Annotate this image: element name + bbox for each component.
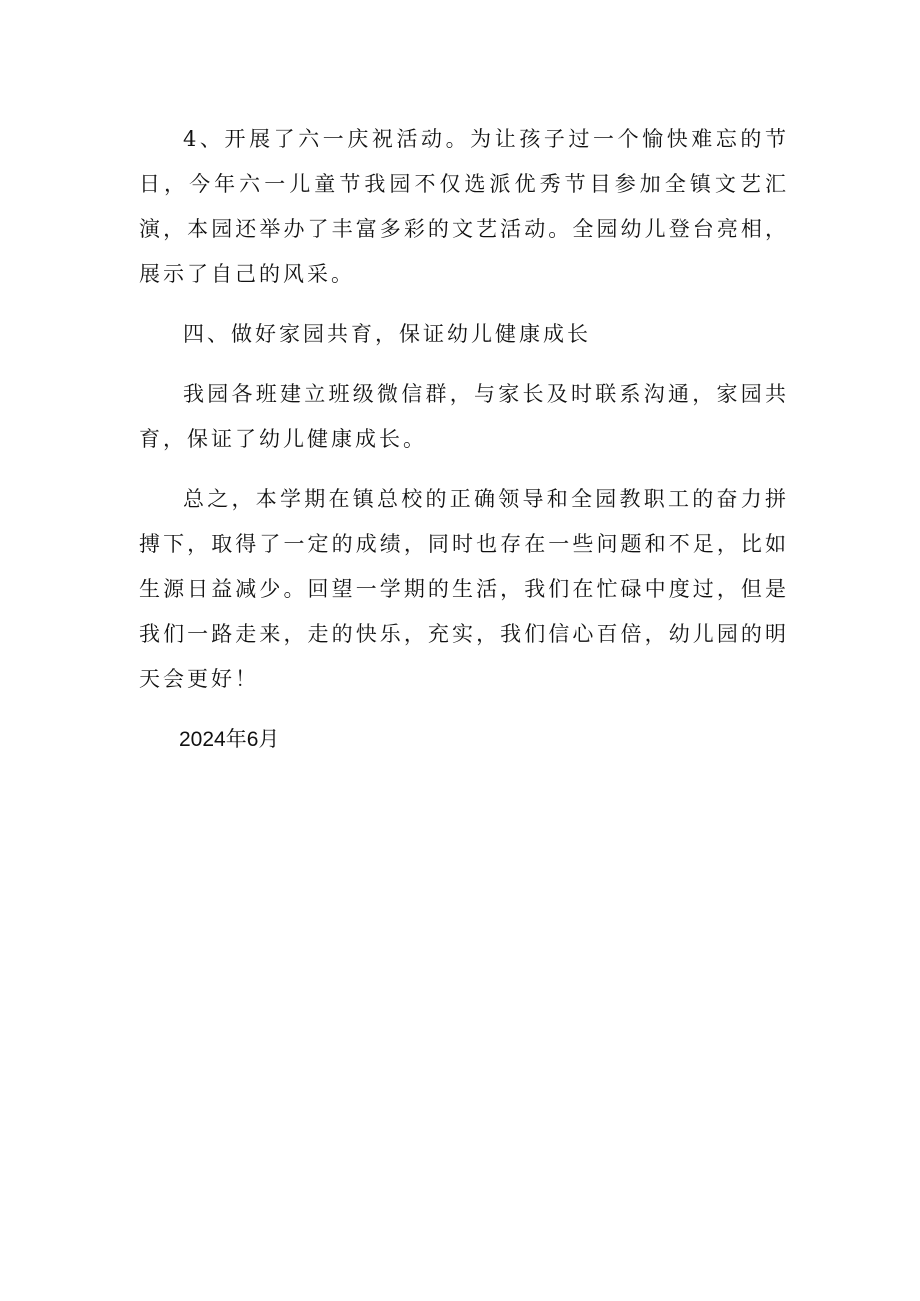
document-date: 2024年6月 bbox=[179, 728, 280, 751]
paragraph-summary: 总之，本学期在镇总校的正确领导和全园教职工的奋力拼搏下，取得了一定的成绩，同时也存在一些问题和不足，比如生源日益减少。回望一学期的生活，我们在忙碌中度过，但是我们一路走来，走的快乐，充实，我们信心百倍，幼儿园的明天会更好！ bbox=[139, 487, 789, 691]
paragraph-activity: 4、开展了六一庆祝活动。为让孩子过一个愉快难忘的节日，今年六一儿童节我园不仅选派优秀节目参加全镇文艺汇演，本园还举办了丰富多彩的文艺活动。全园幼儿登台亮相，展示了自己的风采。 bbox=[139, 127, 789, 286]
paragraph-wechat: 我园各班建立班级微信群，与家长及时联系沟通，家园共育，保证了幼儿健康成长。 bbox=[139, 382, 789, 451]
document-body bbox=[139, 117, 789, 762]
section-heading: 四、做好家园共育，保证幼儿健康成长 bbox=[183, 322, 591, 346]
